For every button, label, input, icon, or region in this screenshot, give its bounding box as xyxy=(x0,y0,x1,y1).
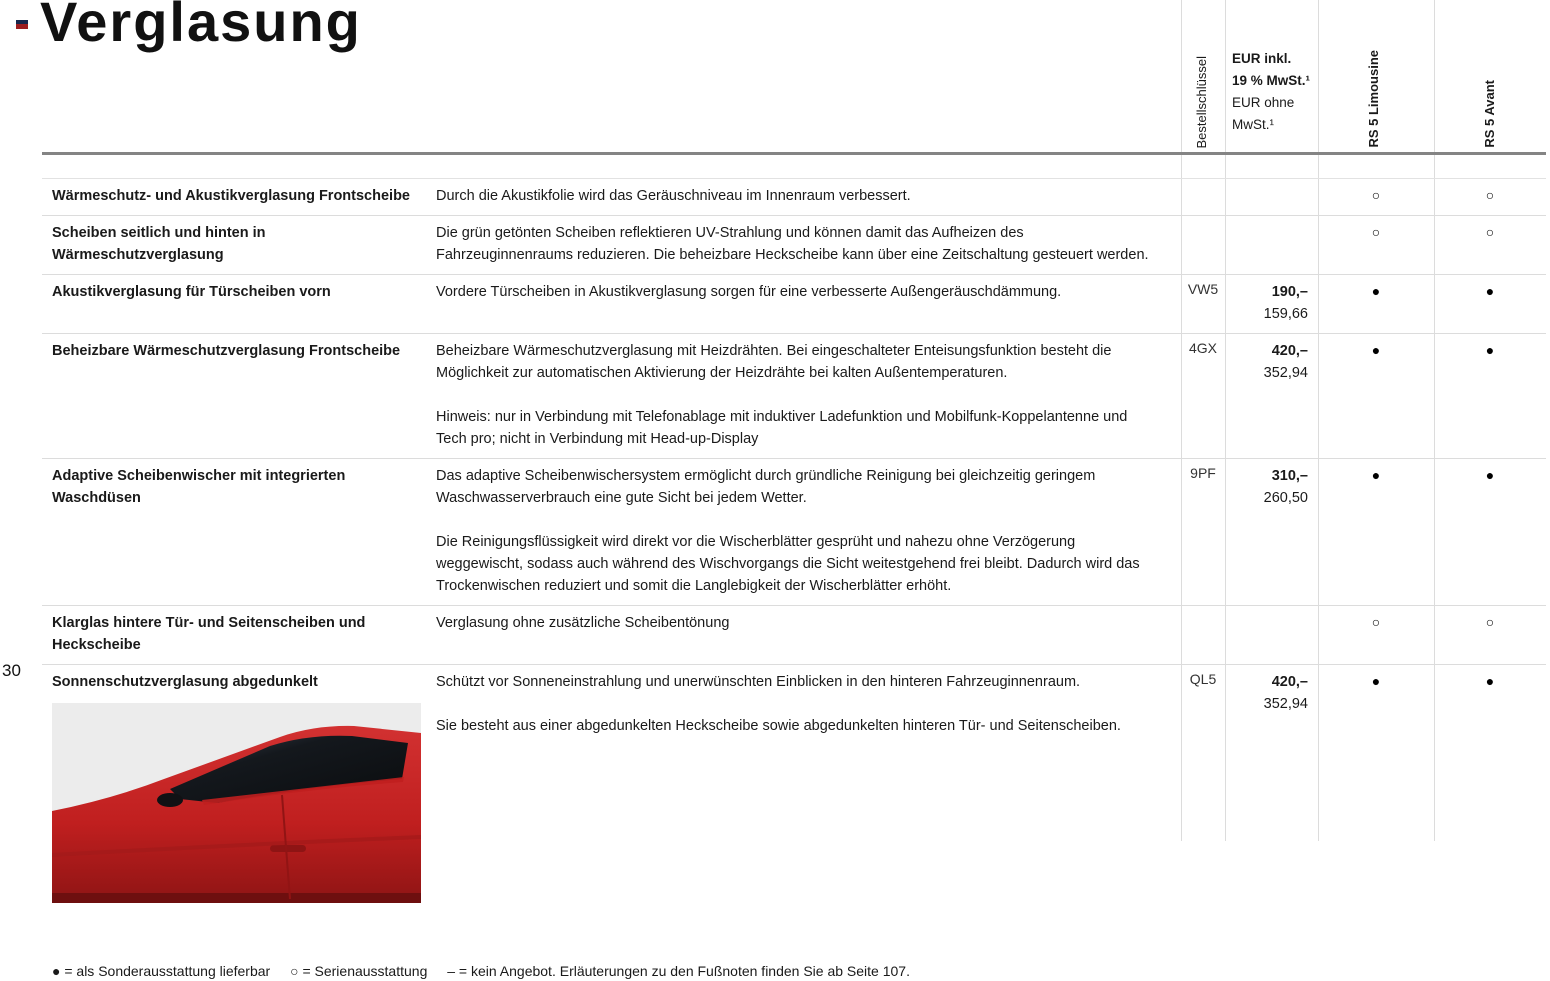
options-table xyxy=(42,178,1546,911)
option-name: Scheiben seitlich und hinten in Wärmeschutzverglasung xyxy=(52,225,266,263)
page-number: 30 xyxy=(2,661,21,680)
order-code xyxy=(1181,185,1225,207)
price-cell xyxy=(1225,185,1318,207)
header-divider xyxy=(42,152,1546,155)
availability-limousine: ● xyxy=(1371,283,1381,299)
price-header-line: 19 % MwSt.¹ xyxy=(1232,73,1311,88)
column-header-order-code: Bestellschlüssel xyxy=(1194,55,1209,148)
price-cell xyxy=(1225,612,1318,656)
option-description: Durch die Akustikfolie wird das Geräuschniveau im Innenraum verbessert. xyxy=(436,188,911,204)
price-cell xyxy=(1225,222,1318,266)
page-title: Verglasung xyxy=(40,0,362,53)
table-row xyxy=(42,215,1546,274)
price-excl-vat: 260,50 xyxy=(1263,490,1308,506)
availability-limousine: ○ xyxy=(1371,187,1381,203)
availability-avant: ○ xyxy=(1485,614,1495,630)
option-description: Die grün getönten Scheiben reflektieren UV-Strahlung und können damit das Aufheizen des Fahrzeuginnenraums reduzieren. Die beheizbare Heckscheibe kann über eine Zeitschaltung gesteuert werden. xyxy=(436,225,1149,263)
order-code xyxy=(1181,222,1225,266)
product-image-red-car xyxy=(52,703,421,903)
availability-limousine: ● xyxy=(1371,342,1381,358)
table-row xyxy=(42,605,1546,664)
availability-avant: ● xyxy=(1485,467,1495,483)
table-row xyxy=(42,458,1546,605)
option-name: Beheizbare Wärmeschutzverglasung Frontscheibe xyxy=(52,343,401,359)
option-description: Beheizbare Wärmeschutzverglasung mit Heizdrähten. Bei eingeschalteter Enteisungsfunktion besteht die Möglichkeit zur automatischen Aktivierung der Heizdrähte bei kalten Außentemperaturen. Hinweis: nur in Verbindung mit Telefonablage mit induktiver Ladefunktion und Mobilfunk-Koppelantenne und Tech pro; nicht in Verbindung mit Head-up-Display xyxy=(436,343,1128,447)
availability-avant: ● xyxy=(1485,342,1495,358)
availability-avant: ○ xyxy=(1485,224,1495,240)
option-description: Schützt vor Sonneneinstrahlung und unerwünschten Einblicken in den hinteren Fahrzeuginnenraum. Sie besteht aus einer abgedunkelten Heckscheibe sowie abgedunkelten hinteren Tür- und Seitenscheiben. xyxy=(436,674,1121,734)
column-header-rs5-avant: RS 5 Avant xyxy=(1482,80,1497,148)
price-cell xyxy=(1225,281,1318,325)
availability-avant: ○ xyxy=(1485,187,1495,203)
option-name: Adaptive Scheibenwischer mit integrierten Waschdüsen xyxy=(52,468,346,506)
availability-limousine: ● xyxy=(1371,673,1381,689)
legend-not-offered: – = kein Angebot. Erläuterungen zu den Fußnoten finden Sie ab Seite 107. xyxy=(447,963,910,979)
price-excl-vat: 352,94 xyxy=(1263,365,1308,381)
legend-optional: ● = als Sonderausstattung lieferbar xyxy=(52,963,271,979)
option-name-with-image xyxy=(42,671,436,903)
price-cell xyxy=(1225,340,1318,450)
option-description: Das adaptive Scheibenwischersystem ermöglicht durch gründliche Reinigung bei gleichzeitig geringem Waschwasserverbrauch eine gute Sicht bei jedem Wetter. Die Reinigungsflüssigkeit wird direkt vor die Wischerblätter gesprüht und nahezu ohne Verzögerung weggewischt, sodass auch während des Wischvorgangs die Sicht weitestgehend frei bleibt. Dadurch wird das Trockenwischen reduziert und somit die Langlebigkeit der Wischerblätter erhöht. xyxy=(436,468,1140,594)
price-excl-vat: 159,66 xyxy=(1263,306,1308,322)
table-row xyxy=(42,178,1546,215)
availability-limousine: ● xyxy=(1371,467,1381,483)
availability-limousine: ○ xyxy=(1371,224,1381,240)
price-header-line: EUR ohne xyxy=(1232,95,1295,110)
price-excl-vat: 352,94 xyxy=(1263,696,1308,712)
option-name: Sonnenschutzverglasung abgedunkelt xyxy=(52,674,318,690)
table-row xyxy=(42,333,1546,458)
option-name: Wärmeschutz- und Akustikverglasung Frontscheibe xyxy=(52,188,410,204)
price-incl-vat: 420,– xyxy=(1271,674,1308,690)
column-header-price xyxy=(1232,48,1310,136)
legend-footnote xyxy=(52,963,926,979)
order-code: 9PF xyxy=(1190,465,1216,481)
availability-limousine: ○ xyxy=(1371,614,1381,630)
bookmark-icon xyxy=(16,20,28,29)
option-description: Vordere Türscheiben in Akustikverglasung sorgen für eine verbesserte Außengeräuschdämmung. xyxy=(436,284,1062,300)
table-row xyxy=(42,274,1546,333)
order-code xyxy=(1181,612,1225,656)
price-incl-vat: 190,– xyxy=(1271,284,1308,300)
column-header-rs5-limousine: RS 5 Limousine xyxy=(1366,50,1381,148)
option-name: Akustikverglasung für Türscheiben vorn xyxy=(52,284,331,300)
availability-avant: ● xyxy=(1485,673,1495,689)
option-name: Klarglas hintere Tür- und Seitenscheiben und Heckscheibe xyxy=(52,615,366,653)
order-code: 4GX xyxy=(1188,340,1217,356)
price-header-line: MwSt.¹ xyxy=(1232,117,1274,132)
price-incl-vat: 420,– xyxy=(1271,343,1308,359)
price-header-line: EUR inkl. xyxy=(1232,51,1292,66)
table-row xyxy=(42,664,1546,911)
order-code: VW5 xyxy=(1187,281,1219,297)
option-description: Verglasung ohne zusätzliche Scheibentönung xyxy=(436,615,730,631)
legend-standard: ○ = Serienausstattung xyxy=(290,963,428,979)
order-code: QL5 xyxy=(1189,671,1217,687)
availability-avant: ● xyxy=(1485,283,1495,299)
price-incl-vat: 310,– xyxy=(1271,468,1308,484)
price-cell xyxy=(1225,671,1318,903)
price-cell xyxy=(1225,465,1318,597)
